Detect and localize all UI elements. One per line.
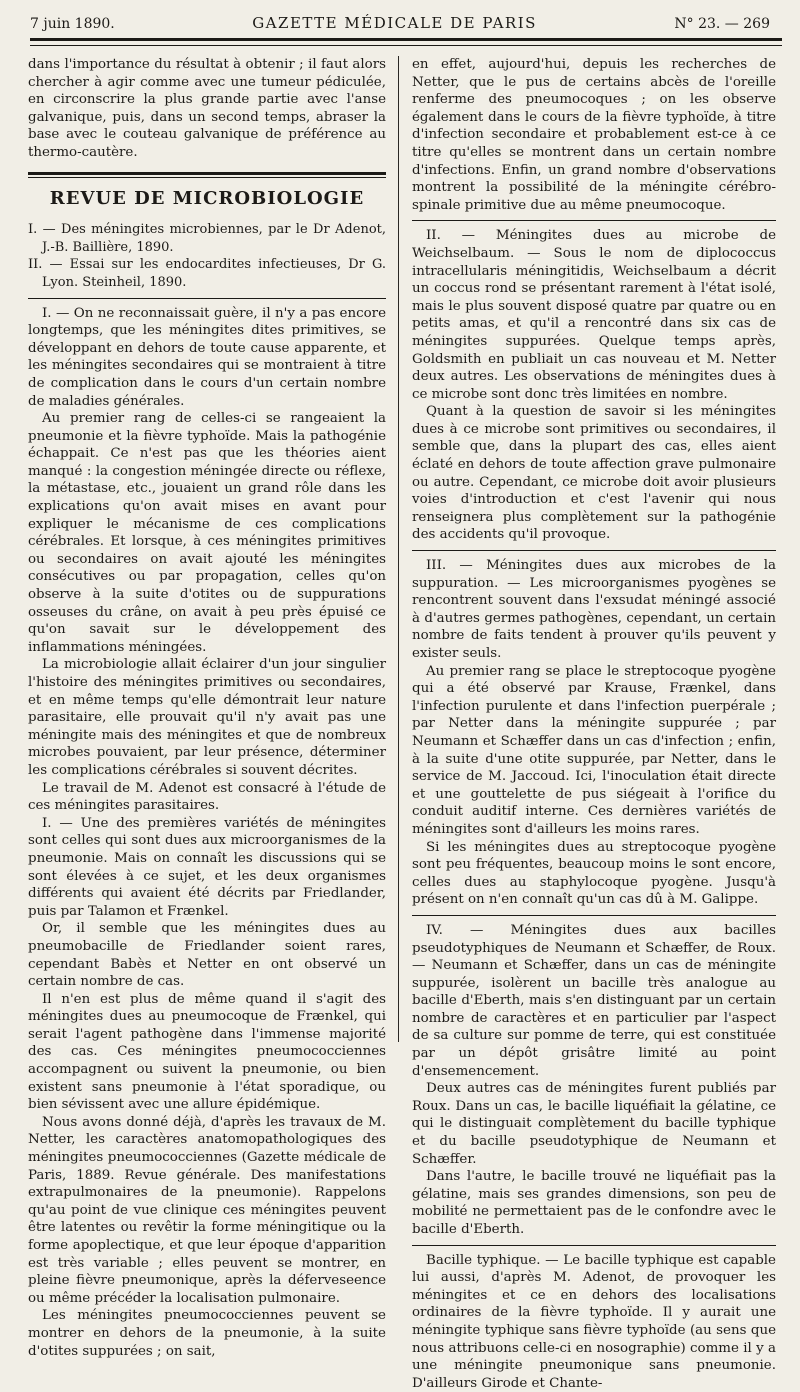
running-header: [30, 14, 770, 38]
intro-paragraph: dans l'importance du résultat à obtenir ; il faut alors chercher à agir comme avec une tumeur pédiculée, en circonscrire la plus grande partie avec l'anse galvanique, puis, dans un second temps, abraser la base avec le couteau galvanique de préférence au thermo-cautère.: [28, 57, 386, 160]
paragraph: II. — Méningites dues au microbe de Weichselbaum. — Sous le nom de diplococcus intracellularis méningitidis, Weichselbaum a décrit un coccus rond se présentant rarement à l'état isolé, mais le plus souvent disposé quatre par quatre ou en petits amas, et qu'il a rencontré dans six cas de méningites suppurées. Quelque temps après, Goldsmith en publiait un cas nouveau et M. Netter deux autres. Les observations de méningites dues à ce microbe sont donc très limitées en nombre.: [412, 228, 776, 402]
header-date: 7 juin 1890.: [30, 16, 115, 32]
paragraph: Au premier rang se place le streptocoque pyogène qui a été observé par Krause, Frænkel, dans l'infection purulente et dans l'infection puerpérale ; par Netter dans la méningite suppurée ; par Neumann et Schæffer dans un cas d'infection ; enfin, à la suite d'une otite suppurée, par Netter, dans le service de M. Jaccoud. Ici, l'inoculation était directe et une gouttelette de pus siégeait à l'orifice du conduit auditif interne. Ces dernières variétés de méningites sont d'ailleurs les moins rares.: [412, 663, 776, 837]
section-rule-thin: [28, 177, 386, 178]
reference-2: II. — Essai sur les endocardites infectieuses, Dr G. Lyon. Steinheil, 1890.: [28, 257, 386, 290]
paragraph: I. — On ne reconnaissait guère, il n'y a pas encore longtemps, que les méningites dites primitives, se développant en dehors de toute cause apparente, et les méningites secondaires qui se montraient à titre de complication dans le cours d'un certain nombre de maladies générales.: [28, 305, 386, 409]
paragraph: Il n'en est plus de même quand il s'agit des méningites dues au pneumocoque de Frænkel, qui serait l'agent pathogène dans l'immense majorité des cas. Ces méningites pneumococciennes accompagnent ou suivent la pneumonie, ou bien existent sans pneumonie à l'état sporadique, ou bien sévissent avec une allure épidémique.: [28, 991, 386, 1113]
header-rule-thick: [30, 38, 782, 41]
subsection-rule: [412, 220, 776, 221]
subsection-rule: [412, 1245, 776, 1246]
reference-1: I. — Des méningites microbiennes, par le Dr Adenot, J.-B. Baillière, 1890.: [28, 222, 386, 255]
paragraph: Dans l'autre, le bacille trouvé ne liquéfiait pas la gélatine, mais ses grandes dimensions, son peu de mobilité ne permettaient pas de le confondre avec le bacille d'Eberth.: [412, 1169, 776, 1237]
paragraph: I. — Une des premières variétés de méningites sont celles qui sont dues aux microorganismes de la pneumonie. Mais on connaît les discussions qui se sont élevées à ce sujet, et les deux organismes différents qui avaient été décrits par Friedlander, puis par Talamon et Frænkel.: [28, 815, 386, 919]
left-column: [28, 56, 386, 1360]
paragraph: Quant à la question de savoir si les méningites dues à ce microbe sont primitives ou secondaires, il semble que, dans la plupart des cas, elles aient éclaté en dehors de toute affection grave pulmonaire ou autre. Cependant, ce microbe doit avoir plusieurs voies d'introduction et c'est l'avenir qui nous renseignera plus complètement sur la pathogénie des accidents qu'il provoque.: [412, 404, 776, 543]
reference-rule: [28, 298, 386, 299]
right-column: [412, 56, 776, 1392]
paragraph: Nous avons donné déjà, d'après les travaux de M. Netter, les caractères anatomopathologiques des méningites pneumococciennes (Gazette médicale de Paris, 1889. Revue générale. Des manifestations extrapulmonaires de la pneumonie). Rappelons qu'au point de vue clinique ces méningites peuvent être latentes ou revêtir la forme méningitique ou la forme apoplectique, et que leur époque d'apparition est très variable ; elles peuvent se montrer, en pleine fièvre pneumonique, après la déferveseence ou même précéder la localisation pulmonaire.: [28, 1114, 386, 1306]
paragraph: Au premier rang de celles-ci se rangeaient la pneumonie et la fièvre typhoïde. Mais la pathogénie échappait. Ce n'est pas que les théories aient manqué : la congestion méningée directe ou réflexe, la métastase, etc., jouaient un grand rôle dans les explications qu'on avait mises en avant pour expliquer le mécanisme de ces complications cérébrales. Et lorsque, à ces méningites primitives ou secondaires on avait ajouté les méningites consécutives ou par propagation, celles qu'on observe à la suite d'otites ou de suppurations osseuses du crâne, on avait à peu près épuisé ce qu'on savait sur le développement des inflammations méningées.: [28, 411, 386, 655]
paragraph: en effet, aujourd'hui, depuis les recherches de Netter, que le pus de certains abcès de l'oreille renferme des pneumocoques ; on les observe également dans le cours de la fièvre typhoïde, à titre d'infection secondaire et probablement est-ce à ce titre qu'elles se montrent dans un certain nombre d'infections. Enfin, un grand nombre d'observations montrent la possibilité de la méningite cérébro-spinale primitive due au même pneumocoque.: [412, 57, 776, 213]
header-rule-thin: [30, 45, 782, 46]
paragraph: Bacille typhique. — Le bacille typhique est capable lui aussi, d'après M. Adenot, de provoquer les méningites et ce en dehors des localisations ordinaires de la fièvre typhoïde. Il y aurait une méningite typhique sans fièvre typhoïde (au sens que nous attribuons celle-ci en nosographie) comme il y a une méningite pneumonique sans pneumonie. D'ailleurs Girode et Chante-: [412, 1252, 776, 1391]
paragraph: Les méningites pneumococciennes peuvent se montrer en dehors de la pneumonie, à la suite d'otites suppurées ; on sait,: [28, 1308, 386, 1359]
section-rule: [28, 172, 386, 175]
paragraph: Or, il semble que les méningites dues au pneumobacille de Friedlander soient rares, cependant Babès et Netter en ont observé un certain nombre de cas.: [28, 921, 386, 990]
journal-title: GAZETTE MÉDICALE DE PARIS: [252, 14, 537, 32]
paragraph: IV. — Méningites dues aux bacilles pseudotyphiques de Neumann et Schæffer, de Roux. — Neumann et Schæffer, dans un cas de méningite suppurée, isolèrent un bacille très analogue au bacille d'Eberth, mais s'en distinguant par un certain nombre de caractères et en particulier par l'aspect de sa culture sur pomme de terre, qui est constituée par un dépôt grisâtre limité au point d'ensemencement.: [412, 922, 776, 1079]
paragraph: Le travail de M. Adenot est consacré à l'étude de ces méningites parasitaires.: [28, 780, 386, 814]
paragraph: La microbiologie allait éclairer d'un jour singulier l'histoire des méningites primitives ou secondaires, et en même temps qu'elle démontrait leur nature parasitaire, elle prouvait qu'il n'y avait pas une méningite mais des méningites et que de nombreux microbes pouvaient, par leur présence, déterminer les complications cérébrales si souvent décrites.: [28, 657, 386, 778]
page-number: N° 23. — 269: [674, 16, 770, 32]
paragraph: Si les méningites dues au streptocoque pyogène sont peu fréquentes, beaucoup moins le sont encore, celles dues au staphylocoque pyogène. Jusqu'à présent on n'en connaît qu'un cas dû à M. Galippe.: [412, 839, 776, 908]
section-title: REVUE DE MICROBIOLOGIE: [49, 187, 365, 209]
paragraph: III. — Méningites dues aux microbes de la suppuration. — Les microorganismes pyogènes se rencontrent souvent dans l'exsudat méningé associé à d'autres germes pathogènes, cependant, un certain nombre de faits tendent à prouver qu'ils peuvent y exister seuls.: [412, 558, 776, 661]
column-divider: [398, 56, 399, 1042]
subsection-rule: [412, 550, 776, 551]
subsection-rule: [412, 915, 776, 916]
paragraph: Deux autres cas de méningites furent publiés par Roux. Dans un cas, le bacille liquéfiait la gélatine, ce qui le distinguait complètement du bacille typhique et du bacille pseudotyphique de Neumann et Schæffer.: [412, 1081, 776, 1167]
